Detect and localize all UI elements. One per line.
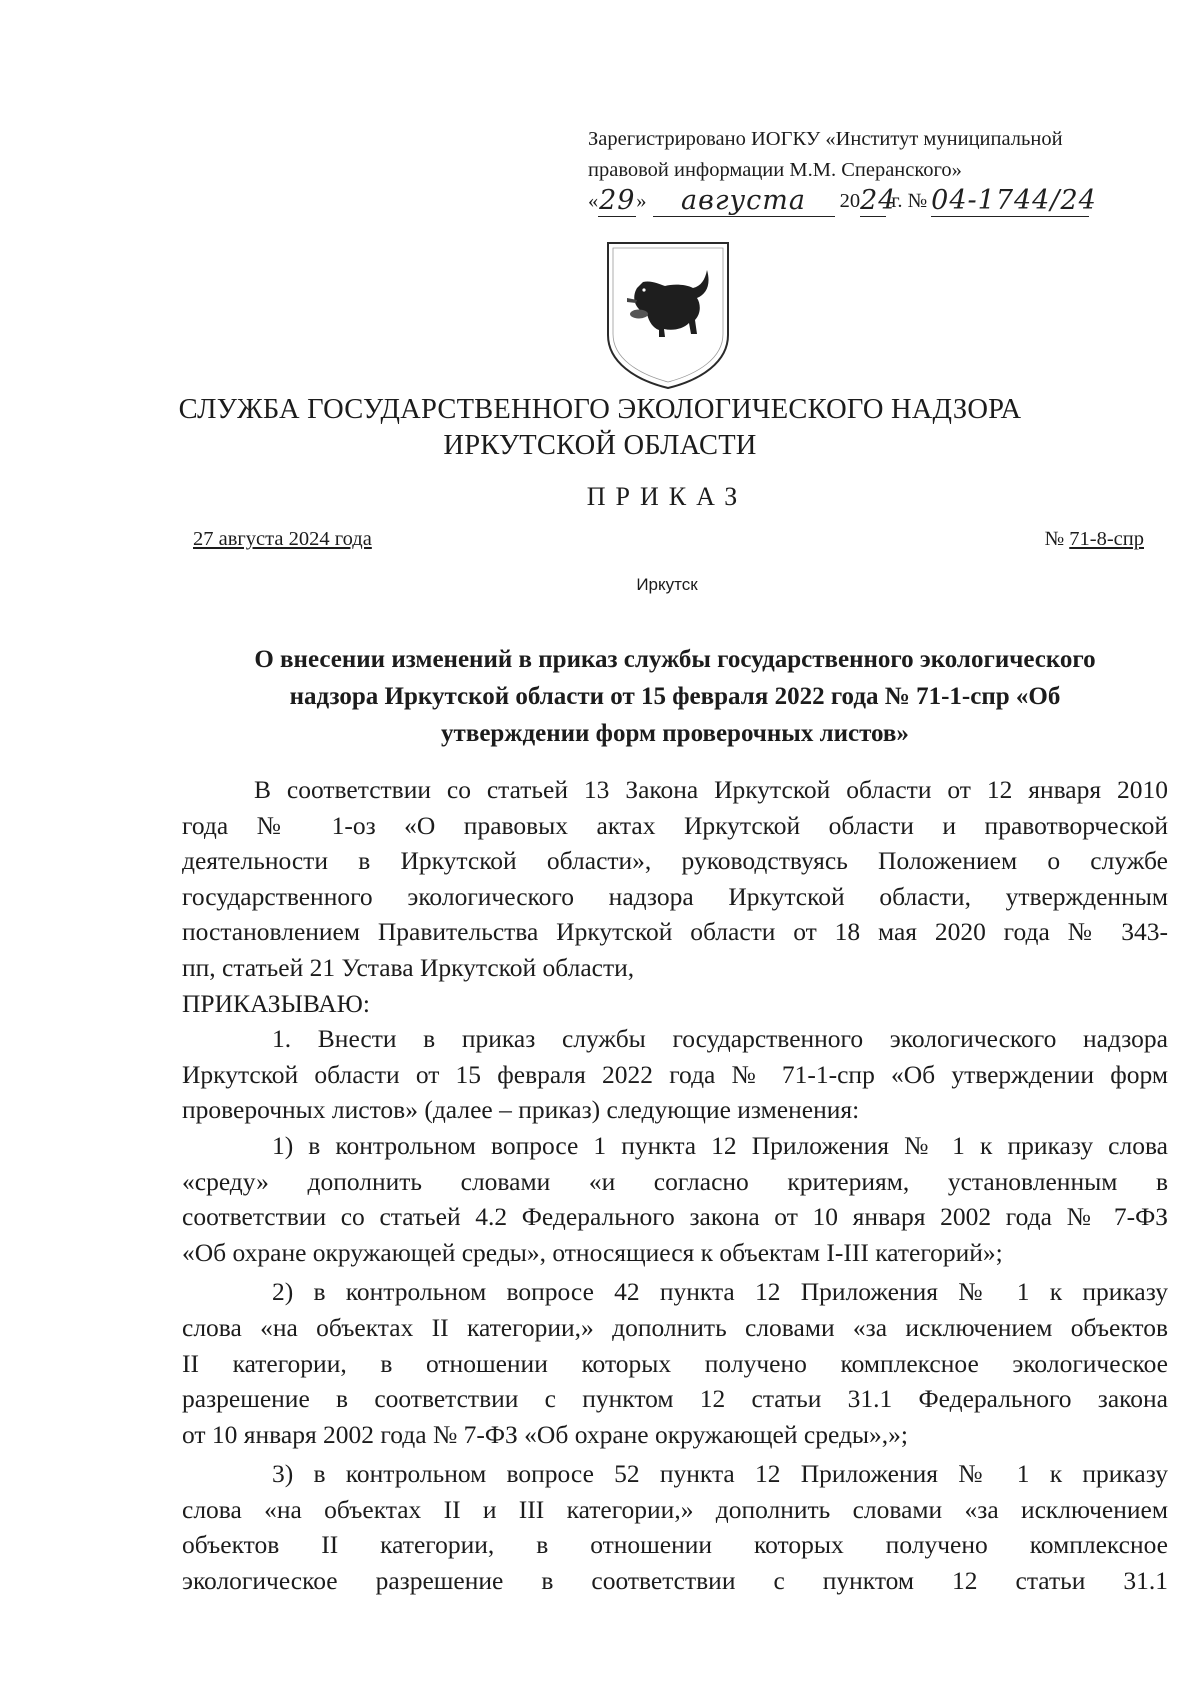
body-line-1: В соответствии со статьей 13 Закона Иркутской области от 12 января 2010 — [254, 775, 1168, 804]
body-line-18: разрешение в соответствии с пунктом 12 статьи 31.1 Федерального закона — [182, 1384, 1168, 1414]
body-line-20: 3) в контрольном вопросе 52 пункта 12 Приложения № 1 к приказу — [272, 1459, 1168, 1489]
registration-quote-open: « — [588, 190, 599, 212]
document-city: Иркутск — [636, 575, 698, 594]
organization-name — [60, 392, 1140, 464]
registration-line-2: правовой информации М.М. Сперанского» — [588, 159, 962, 181]
document-body — [182, 772, 1168, 1599]
body-line-8: 1. Внести в приказ службы государственного экологического надзора — [272, 1024, 1168, 1054]
number-value: 71-8-спр — [1069, 528, 1144, 550]
title-line-3: утверждении форм проверочных листов» — [441, 720, 909, 747]
body-line-7: ПРИКАЗЫВАЮ: — [182, 988, 370, 1018]
body-line-17: II категории, в отношении которых получено комплексное экологическое — [182, 1348, 1168, 1378]
body-line-11: 1) в контрольном вопросе 1 пункта 12 Приложения № 1 к приказу слова — [272, 1130, 1168, 1160]
registration-stamp — [588, 124, 1148, 217]
body-line-9: Иркутской области от 15 февраля 2022 года № 71-1-спр «Об утверждении форм — [182, 1059, 1168, 1089]
title-line-2: надзора Иркутской области от 15 февраля 2022 года № 71-1-спр «Об — [289, 683, 1061, 710]
number-sign: № — [1044, 528, 1065, 550]
org-line-2: ИРКУТСКОЙ ОБЛАСТИ — [443, 430, 757, 461]
document-number — [1045, 528, 1144, 551]
title-line-1: О внесении изменений в приказ службы государственного экологического — [254, 646, 1096, 673]
org-line-1: СЛУЖБА ГОСУДАРСТВЕННОГО ЭКОЛОГИЧЕСКОГО НАДЗОРА — [178, 394, 1022, 425]
body-line-21: слова «на объектах II и III категории,» дополнить словами «за исключением — [182, 1494, 1168, 1524]
registration-line-1: Зарегистрировано ИОГКУ «Институт муниципальной — [588, 128, 1063, 150]
registration-number-field — [931, 185, 1097, 217]
body-line-19: от 10 января 2002 года № 7-ФЗ «Об охране окружающей среды»,»; — [182, 1419, 909, 1449]
registration-month: августа — [681, 185, 806, 216]
body-line-16: слова «на объектах II категории,» дополнить словами «за исключением объектов — [182, 1312, 1168, 1342]
registration-day-field — [598, 187, 636, 217]
registration-quote-close: » — [636, 190, 647, 212]
body-line-13: соответствии со статьей 4.2 Федерального закона от 10 января 2002 года № 7-ФЗ — [182, 1202, 1168, 1232]
body-line-12: «среду» дополнить словами «и согласно критериям, установленным в — [182, 1166, 1168, 1196]
registration-day: 29 — [599, 185, 636, 216]
body-line-2: года № 1-оз «О правовых актах Иркутской области и правотворческой — [182, 810, 1168, 840]
registration-year-prefix: 20 — [839, 190, 861, 212]
body-line-15: 2) в контрольном вопросе 42 пункта 12 Приложения № 1 к приказу — [272, 1277, 1168, 1307]
document-date: 27 августа 2024 года — [193, 528, 372, 550]
body-line-5: постановлением Правительства Иркутской области от 18 мая 2020 года № 343- — [182, 917, 1168, 947]
registration-number: 04-1744/24 — [931, 185, 1097, 216]
body-line-3: деятельности в Иркутской области», руководствуясь Положением о службе — [182, 846, 1168, 876]
registration-number-label: г. № — [891, 190, 928, 212]
registration-year-suffix: 24 — [860, 185, 897, 216]
body-line-22: объектов II категории, в отношении которых получено комплексное — [182, 1530, 1168, 1560]
body-line-6: пп, статьей 21 Устава Иркутской области, — [182, 952, 635, 982]
irkutsk-coat-of-arms-icon — [603, 240, 733, 390]
document-title — [175, 641, 1175, 752]
registration-month-field — [653, 187, 835, 217]
document-type: ПРИКАЗ — [586, 482, 748, 511]
body-line-14: «Об охране окружающей среды», относящиеся к объектам I-III категорий»; — [182, 1237, 1003, 1267]
body-line-4: государственного экологического надзора Иркутской области, утвержденным — [182, 881, 1168, 911]
registration-line-3 — [588, 186, 1148, 217]
registration-year-field — [860, 185, 897, 217]
body-line-23: экологическое разрешение в соответствии с пунктом 12 статьи 31.1 — [182, 1566, 1168, 1596]
body-line-10: проверочных листов» (далее – приказ) следующие изменения: — [182, 1095, 860, 1125]
